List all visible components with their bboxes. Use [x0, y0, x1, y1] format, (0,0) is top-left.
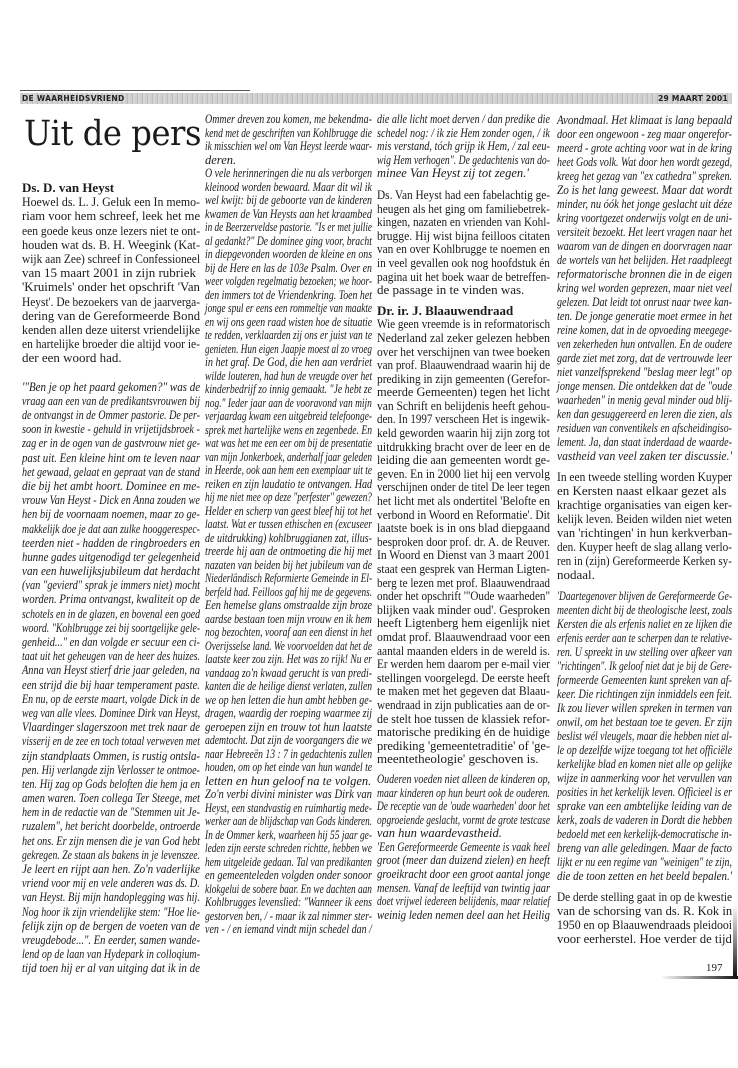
text-line: wat was het me een eer om bij de presentatie: [205, 436, 372, 450]
text-line: de stelt hoe tussen de klassiek refor-: [377, 710, 550, 726]
text-line: kenden allen deze uiterst vriendelijke: [22, 321, 201, 337]
text-line: een strijd die bij haar temperament paste.: [22, 677, 200, 692]
text-line: van Schrift en belijdenis heeft gehou-: [377, 397, 551, 413]
text-line: kring wel worden geprezen, maar niet veel: [557, 281, 732, 295]
text-line: mensen. Vanaf de leeftijd van twintig jaar: [377, 880, 551, 895]
text-line: geven. En in 2000 liet hij een vervolg: [377, 465, 550, 481]
text-line: 'Daartegenover blijven de Gereformeerde Ge-: [557, 589, 732, 603]
text-line: wig Hem verhogen". De gedachtenis van do-: [377, 152, 550, 167]
text-line: residuen van conventikels en afscheidingiso-: [557, 421, 732, 435]
text-line: over het verschijnen van twee boeken: [377, 343, 551, 359]
text-line: berfeld had. Feilloos gaf hij me de gegevens.: [205, 584, 373, 599]
text-line: Nederland zal zeker gelezen hebben: [377, 329, 551, 345]
text-line: le op dezelfde wijze toegang tot het officiële: [557, 743, 733, 757]
text-line: formeerde Gemeenten kunt spreken van af-: [557, 673, 732, 687]
text-line: reformatorische bronnen die in de eigen: [557, 267, 733, 281]
text-line: en hartelijke broeder die altijd voor ie-: [22, 336, 201, 352]
text-line: kinderbedrijf zo innig gemaakt. "Je hebt ze: [205, 382, 372, 396]
text-line: Niederländisch Reformierte Gemeinde in El-: [205, 571, 373, 585]
text-line: In een tweede stelling worden Kuyper: [557, 469, 732, 484]
running-header: [20, 93, 732, 104]
text-line: waarheden" in menig geval minder oud blij-: [557, 393, 733, 407]
page-curl-shadow: [733, 905, 737, 977]
paragraph-gap: [557, 582, 732, 589]
text-line: Heyst, een standvastig en ruimhartig mede-: [205, 800, 372, 815]
text-line: van Heyst. Bij mijn handoplegging was hij.: [22, 890, 200, 905]
text-line: woord. "Kohlbrugge zei bij soortgelijke gele-: [22, 620, 201, 635]
text-line: vrouw Van Heyst - Dick en Anna zouden we: [22, 493, 200, 508]
text-line: krachtige organisaties van eigen ker-: [557, 497, 732, 512]
text-line: wilde louteren, had hun de vreugde over het: [205, 368, 373, 383]
text-line: versiteit bezoekt. Het leert vragen naar het: [557, 225, 732, 239]
text-line: past uit. Een kleine hint om te leven naar: [22, 450, 201, 465]
paragraph: [557, 890, 732, 946]
text-line: omdat prof. Blaauwendraad voor een: [377, 628, 551, 644]
text-line: prediking 'gemeentetraditie' of 'ge-: [377, 737, 551, 753]
quoted-paragraph: [205, 113, 372, 937]
text-line: laatste boek is in ons blad diepgaand: [377, 520, 551, 536]
text-line: den. Kuyper heeft de slag allang verlo-: [557, 539, 732, 554]
text-line: zijn standplaats Ommen, is rustig ontsla-: [22, 748, 201, 763]
text-line: sprake van een ambtelijke leiding van de: [557, 799, 732, 813]
text-line: Dr. ir. J. Blaauwendraad: [377, 302, 514, 318]
text-line: van en over Kohlbrugge te noemen en: [377, 241, 550, 257]
text-line: riam voor hem schreef, leek het me: [22, 208, 201, 224]
column-3: [377, 113, 550, 922]
paragraph: [377, 317, 550, 766]
text-line: kingen, nazaten en vrienden van Kohl-: [377, 214, 551, 230]
text-line: we op hen letten die hun ambt hebben ge-: [205, 692, 373, 707]
text-line: breng van alle geledingen. Maar de facto: [557, 841, 732, 855]
text-line: leden zijn eerste schreden richtte, hebben we: [205, 841, 372, 855]
text-line: door een ongewoon - zeg maar ongerefor-: [557, 127, 732, 141]
text-line: van 'richtingen' in hun kerkverban-: [557, 525, 733, 540]
text-line: kend met de geschriften van Kohlbrugge die: [205, 125, 372, 140]
text-line: hen bij de voornaam noemen, maar zo ge-: [22, 507, 200, 522]
text-line: schotels en in de glazen, en bovenal een goed: [22, 606, 201, 621]
text-line: posities in het kerkelijk leven. Officieel is er: [557, 785, 733, 799]
text-line: van hun waardevastheid.: [377, 826, 502, 841]
paragraph-gap: [22, 365, 200, 379]
text-line: Avondmaal. Het klimaat is lang bepaald: [557, 113, 732, 127]
text-line: meentetheologie' geschoven is.: [377, 751, 539, 767]
text-line: groot (meer dan duizend zielen) en heeft: [377, 853, 550, 868]
text-line: schedel nog: / ik zie Hem zonder ogen, / ik: [377, 125, 550, 140]
text-line: verjaardag kwam een uitgebreid telefoonge-: [205, 409, 373, 423]
text-line: groeikracht door een groot aantal jonge: [377, 867, 551, 882]
text-line: Zo is het lang geweest. Maar dat wordt: [557, 183, 733, 197]
text-line: kanten die de heilige dienst verlaten, zullen: [205, 679, 373, 693]
text-line: pen. Hij verlangde zijn Verlosser te ontmoe-: [22, 762, 200, 777]
text-line: minee Van Heyst zij tot zegen.': [377, 166, 529, 181]
text-line: En nu, op de eerste maart, volgde Dick in de: [22, 691, 200, 706]
text-line: naar Hebreeën 13 : 7 in gedachtenis zullen: [205, 746, 373, 761]
text-line: 'Een Gereformeerde Gemeente is vaak heel: [377, 839, 550, 854]
text-line: kerkelijke blad en komen niet alle op gelijke: [557, 757, 733, 771]
text-line: mis verstand, tóch grijp ik Hem, / zal eeu-: [377, 139, 550, 154]
column-4: [557, 113, 732, 946]
text-line: de passage in te vinden was.: [377, 282, 525, 298]
text-line: de uitdrukking) kohlbruggianen zat, illus-: [205, 530, 372, 545]
text-line: Vlaardinger slagerszoon met trek naar de: [22, 720, 201, 735]
text-line: Overijsselse land. We voorvoelden dat het de: [205, 638, 373, 653]
text-line: De receptie van de 'oude waarheden' door het: [377, 799, 550, 814]
text-line: in de Beerzerveldse pastorie. "Is er met jullie: [205, 220, 373, 234]
text-line: uitdrukking bracht over de leer en de: [377, 438, 551, 454]
text-line: lijkt er nu een regime van "weinigen" te zijn,: [557, 855, 732, 869]
text-line: den immers tot de Vriendenkring. Toen het: [205, 287, 372, 302]
text-line: verbond in Woord en Reformatie'. Dit: [377, 506, 550, 522]
text-line: deren.: [205, 152, 237, 167]
text-line: van een huwelijksjubileum dat herdacht: [22, 564, 200, 579]
text-line: wel kwijt: bij de geboorte van de kinderen: [205, 193, 372, 207]
text-line: dragen, waardig der roeping waarmee zij: [205, 706, 373, 720]
text-line: in diepgevonden woorden de kleine en ons: [205, 247, 373, 261]
text-line: gelezen. Dat leidt tot onrust naar twee kan-: [557, 295, 732, 309]
text-line: onwil, om het bestaan toe te geven. Er zijn: [557, 715, 733, 729]
text-line: heeft Ligtenberg hem eigenlijk niet: [377, 615, 551, 631]
text-line: wijze in aanmerking voor het vervullen van: [557, 771, 733, 785]
text-line: hem uitgeleide gedaan. Tal van predikanten: [205, 854, 372, 869]
column-1: [22, 181, 200, 976]
text-line: houden wat ds. B. H. Weegink (Kat-: [22, 236, 201, 252]
page-curl-shadow-bottom: [660, 976, 738, 979]
text-line: sprek met hartelijke wens en zegenbede. En: [205, 422, 373, 437]
text-line: van prof. Blaauwendraad waarin hij de: [377, 357, 551, 373]
text-line: nazaten van beiden bij het jubileum van de: [205, 557, 373, 572]
quoted-paragraph: [22, 380, 200, 976]
text-line: lend op de laan van Hydepark in colloqium-: [22, 947, 201, 962]
text-line: Wie geen vreemde is in reformatorisch: [377, 316, 551, 332]
text-line: vraag aan een van de predikantsvrouwen bij: [22, 393, 201, 408]
text-line: ten. De jonge generatie moet ermee in het: [557, 309, 733, 323]
text-line: nog." Ieder jaar aan de vooravond van mijn: [205, 395, 372, 410]
text-line: kwamen de Van Heysts aan het kraambed: [205, 206, 372, 221]
text-line: laatste keer zou zijn. Het was zo rijk! Nu er: [205, 652, 373, 666]
text-line: gestorven ben, / - maar ik zal nimmer ster-: [205, 908, 372, 923]
text-line: Zo'n verbi divini minister was Dirk van: [205, 787, 372, 801]
text-line: de wortels van het belijden. Het raadpleegt: [557, 253, 732, 267]
paragraph: [377, 188, 550, 297]
text-line: in veel gevallen ook nog hoofdstuk én: [377, 254, 550, 270]
article-heading: [377, 304, 550, 318]
text-line: beslist wél vleugels, maar die hebben niet al-: [557, 729, 733, 743]
text-line: aantal maanden elders in de wereld is.: [377, 642, 551, 658]
text-line: hij me niet mee op deze "perfester" gewezen?: [205, 490, 372, 504]
text-line: klokgelui de sobere baar. En we dachten aan: [205, 881, 372, 896]
text-line: leiding die aan gemeenten wordt ge-: [377, 452, 551, 468]
text-line: In Woord en Dienst van 3 maart 2001: [377, 547, 551, 563]
publication-name: DE WAARHEIDSVRIEND: [22, 94, 125, 103]
text-line: van mijn Jonkerboek, anderhalf jaar geleden: [205, 449, 372, 464]
text-line: letten en hun geloof na te volgen.: [205, 773, 372, 788]
text-line: waarom van de dingen en doorvragen naar: [557, 239, 733, 253]
text-line: die bij het ambt hoort. Dominee en me-: [22, 478, 201, 493]
text-line: prediking in zijn gemeenten (Gerefor-: [377, 370, 551, 386]
text-line: vriend voor mij en vele anderen was ds. D.: [22, 876, 200, 891]
text-line: ven - / en iemand vindt mijn schedel dan /: [205, 922, 372, 936]
text-line: de ontvangst in de Ommer pastorie. De per-: [22, 408, 200, 422]
text-line: Hoewel ds. L. J. Geluk een In memo-: [22, 194, 200, 210]
text-line: kerk, zoals de vaderen in Dordt die hebben: [557, 813, 733, 827]
text-line: doet vrijwel iedereen belijdenis, maar relatief: [377, 894, 550, 909]
text-line: Ds. Van Heyst had een fabelachtig ge-: [377, 186, 551, 202]
text-line: minder, nu óók het jonge geslacht uit déze: [557, 197, 733, 211]
text-line: al gedankt?" De dominee ging voor, bracht: [205, 233, 372, 248]
text-line: ven zekerheden hun ontvallen. En de oudere: [557, 337, 733, 351]
text-line: en wij ons geen raad wisten hoe de situatie: [205, 314, 373, 329]
text-line: een goede keus onze lezers niet te ont-: [22, 222, 201, 238]
text-line: ten. Hij zag op Gods beloften die hem ja en: [22, 776, 201, 791]
text-line: genieten. Hun eigen Jaapje moest al zo vroeg: [205, 341, 373, 356]
text-line: jonge mensen. Die ontdekken dat de "oude: [557, 379, 733, 393]
text-line: nodaal.: [557, 567, 595, 582]
text-line: weer volgden regelmatig bezoeken; we hoor-: [205, 274, 373, 288]
quoted-paragraph: [557, 589, 732, 883]
text-line: aardse bestaan toen mijn vrouw en ik hem: [205, 611, 372, 626]
text-line: Kohlbrugges levenslied: "Wanneer ik eens: [205, 895, 373, 909]
text-line: ik misschien wel om Van Heyst leerde waar-: [205, 139, 373, 153]
text-line: en gemeenteleden volgden onder sonoor: [205, 868, 373, 882]
text-line: niet vanzelfsprekend "beslag meer legt" op: [557, 365, 732, 379]
text-line: tijd toen hij er al van uitging dat ik in de: [22, 961, 201, 976]
text-line: Er werden hem daarom per e-mail vier: [377, 656, 551, 672]
text-line: die de toon zetten en het beeld bepalen.': [557, 869, 733, 883]
text-line: garde ziet met zorg, dat de vertrouwde leer: [557, 351, 733, 365]
text-line: keer. Die richtingen zijn inmiddels een feit.: [557, 687, 733, 701]
text-line: matorische prediking én de huidige: [377, 724, 550, 740]
text-line: Nog hoor ik zijn vriendelijke stem: "Hoe lie-: [22, 904, 200, 919]
text-line: besproken door prof. dr. A. de Reuver.: [377, 533, 550, 549]
text-line: van de schorsing van ds. R. Kok in: [557, 903, 733, 918]
text-line: weg van alle vlees. Dominee Dirk van Heyst,: [22, 705, 201, 720]
text-line: '"Ben je op het paard gekomen?" was de: [22, 379, 201, 394]
text-line: stellingen voorgelegd. De eerste heeft: [377, 669, 550, 685]
text-line: felijk zijn op de bergen de voeten van de: [22, 918, 200, 933]
text-line: De derde stelling gaat in op de kwestie: [557, 889, 732, 904]
text-line: jonge spul er eens een rommeltje van maakte: [205, 301, 373, 315]
issue-date: 29 MAART 2001: [657, 94, 728, 103]
text-line: Je leert en rijpt aan hen. Zo'n vaderlijke: [22, 862, 201, 876]
text-line: wendraad in zijn publicaties aan de or-: [377, 696, 551, 712]
text-line: Een hemelse glans omstraalde zijn broze: [205, 598, 373, 612]
text-line: houden, om op het einde van hun wandel te: [205, 760, 373, 774]
text-line: laatst. Wat er tussen ethischen en (excuseer: [205, 517, 373, 531]
text-line: Heyst'. De bezoekers van de jaarverga-: [22, 293, 201, 309]
text-line: te maken met het gegeven dat Blaau-: [377, 683, 550, 699]
text-line: ruzalem", het bericht doorbelde, ontroerde: [22, 819, 201, 834]
text-line: hunne gades uitgenodigd ter gelegenheid: [22, 549, 200, 564]
text-line: taat uit het geheugen van de heer des huizes.: [22, 649, 201, 664]
text-line: dering van de Gereformeerde Bond: [22, 307, 201, 323]
quoted-paragraph: [377, 113, 550, 181]
text-line: keld geworden waarin hij zijn zorg tot: [377, 425, 550, 441]
text-line: reiken en zijn laudatio te ontvangen. Had: [205, 476, 373, 491]
text-line: blijken vaak minder oud'. Gesproken: [377, 601, 551, 617]
text-line: den. In 1997 verscheen Het is ingewik-: [377, 411, 550, 427]
text-line: O vele herinneringen die nu als verborgen: [205, 166, 373, 180]
column-2: [205, 113, 372, 937]
text-line: heet Gods volk. Wat door hen wordt gezegd,: [557, 155, 733, 169]
text-line: vreugdebode...". En eerder, samen wande-: [22, 932, 200, 947]
quoted-paragraph: [557, 113, 732, 463]
text-line: gekregen. Ze staan als bakens in je levenszee.: [22, 847, 201, 862]
text-line: zag er in de ogen van de gastvrouw niet ge-: [22, 436, 201, 451]
text-line: en Kersten naast elkaar gezet als: [557, 483, 727, 498]
text-line: ademtocht. Dat zijn de voorgangers die we: [205, 733, 373, 747]
text-line: Ds. D. van Heyst: [22, 180, 115, 195]
text-line: het ons. Er zijn mensen die je van God hebt: [22, 833, 200, 848]
quoted-paragraph: [377, 773, 550, 923]
text-line: brugge. Hij wist bijna feilloos citaten: [377, 227, 551, 243]
text-line: weinig leden nemen deel aan het Heilig: [377, 907, 550, 922]
text-line: maar kinderen op hun beurt ook de ouderen.: [377, 785, 550, 800]
text-line: wijk aan Zee) schreef in Confessioneel: [22, 250, 201, 266]
text-line: 1950 en op Blaauwendraads pleidooi: [557, 917, 733, 932]
text-line: reine komen, dat in de opvoeding meegege-: [557, 323, 733, 337]
text-line: verschijnen onder de titel De leer tegen: [377, 479, 551, 495]
text-line: genheid..." en dan volgde er secuur een ci-: [22, 635, 201, 649]
text-line: geroepen zijn en trouw tot hun laatste: [205, 719, 372, 734]
text-line: van 15 maart 2001 in zijn rubriek: [22, 265, 197, 281]
text-line: In de Ommer kerk, waarheen hij 55 jaar ge-: [205, 827, 373, 842]
text-line: opgroeiende geslacht, vormt de grote testcase: [377, 812, 551, 827]
text-line: Kersten die als erfenis naliet en ze lijken die: [557, 617, 732, 631]
text-line: treerde hij aan de ontmoeting die hij met: [205, 544, 372, 558]
text-line: teerden niet - hadden de ringbroeders en: [22, 535, 200, 550]
text-line: Helder en scherp van geest bleef hij tot het: [205, 503, 372, 518]
text-line: makkelijk doe je dat aan zulke hooggerespec-: [22, 521, 200, 536]
text-line: ren. U spreekt in uw stelling over afkeer van: [557, 645, 733, 659]
text-line: kelijk leven. Beiden wilden niet weten: [557, 511, 732, 526]
text-line: berg te lezen met prof. Blaauwendraad: [377, 574, 551, 590]
paragraph: [557, 470, 732, 582]
text-line: nog bezochten, vooraf aan een dienst in het: [205, 625, 372, 639]
text-line: amen waren. Toen collega Ter Steege, met: [22, 791, 200, 806]
text-line: onder het opschrift '"Oude waarheden": [377, 588, 551, 604]
text-line: (van "gevierd" sprak je immers niet) mocht: [22, 578, 201, 593]
text-line: soon in kwestie - gehuld in vrijetijdsbroek -: [22, 422, 200, 437]
paragraph: [22, 195, 200, 365]
text-line: kleinood worden bewaard. Maar dit wil ik: [205, 179, 372, 194]
text-line: in het graf. De God, die hen aan verdriet: [205, 355, 372, 369]
text-line: Ommer dreven zou komen, me bekendma-: [205, 112, 372, 126]
text-line: in Heerde, ook aan hem een exemplaar uit te: [205, 463, 372, 477]
text-line: die alle licht moet derven / dan predike die: [377, 112, 550, 126]
text-line: pagina uit het boek waar de betreffen-: [377, 268, 551, 284]
text-line: heugen als het ging om familiebetrek-: [377, 200, 550, 216]
text-line: vandaag zo'n kwaad gerucht is van predi-: [205, 665, 373, 680]
text-line: ren in (zijn) Gereformeerde Kerken sy-: [557, 553, 732, 568]
text-line: "richtingen". Ik geloof niet dat je bij de Gere-: [557, 659, 732, 673]
text-line: staat een gesprek van Herman Ligten-: [377, 561, 550, 576]
text-line: Anna van Heyst stierf drie jaar geleden, na: [22, 663, 200, 678]
text-line: meerde Gemeenten) tegen het licht: [377, 384, 551, 400]
text-line: der een woord had.: [22, 350, 122, 366]
text-line: vastheid van veel zaken ter discussie.': [557, 449, 732, 463]
text-line: hem in de redactie van de "Stemmen uit Je-: [22, 805, 200, 820]
text-line: kreeg het gezag van "ex cathedra" spreken.: [557, 169, 733, 183]
text-line: meenten dicht bij de theologische leest, zoals: [557, 603, 733, 617]
page-number: 197: [706, 962, 723, 974]
section-title: Uit de pers: [24, 114, 202, 154]
text-line: Ouderen voeden niet alleen de kinderen op,: [377, 771, 551, 786]
text-line: kring voortgezet onderwijs volgt en de uni-: [557, 211, 732, 225]
text-line: bedoeld met een kerkelijk-democratische in-: [557, 827, 732, 841]
text-line: worden. Prima ontvangst, kwaliteit op de: [22, 592, 201, 607]
text-line: meerd - grote achting voor wat in de kring: [557, 141, 733, 155]
text-line: lement. Ja, dan staat inderdaad de waarde-: [557, 435, 732, 449]
text-line: ken dan gesuggereerd en leren die zien, als: [557, 407, 732, 421]
text-line: te redden, verklaarden zij ons er juist van te: [205, 328, 373, 342]
text-line: Ik zou liever willen spreken in termen van: [557, 701, 733, 715]
text-line: erfenis eerder aan te scherpen dan te relative-: [557, 631, 733, 645]
text-line: 'Kruimels' onder het opschrift 'Van: [22, 279, 200, 295]
text-line: werker aan de blijdschap van Gods kinderen.: [205, 814, 373, 828]
text-line: het gewaad, gelaat en gepraat van de stand: [22, 464, 200, 479]
text-line: voor eerherstel. Hoe verder de tijd: [557, 931, 732, 946]
text-line: visserij en de zee en toch totaal verweven met: [22, 734, 200, 749]
text-line: het licht met als ondertitel 'Belofte en: [377, 493, 551, 509]
text-line: bij de Here en las de 103e Psalm. Over en: [205, 260, 372, 275]
article-heading: [22, 181, 200, 195]
header-rule: [20, 90, 250, 91]
